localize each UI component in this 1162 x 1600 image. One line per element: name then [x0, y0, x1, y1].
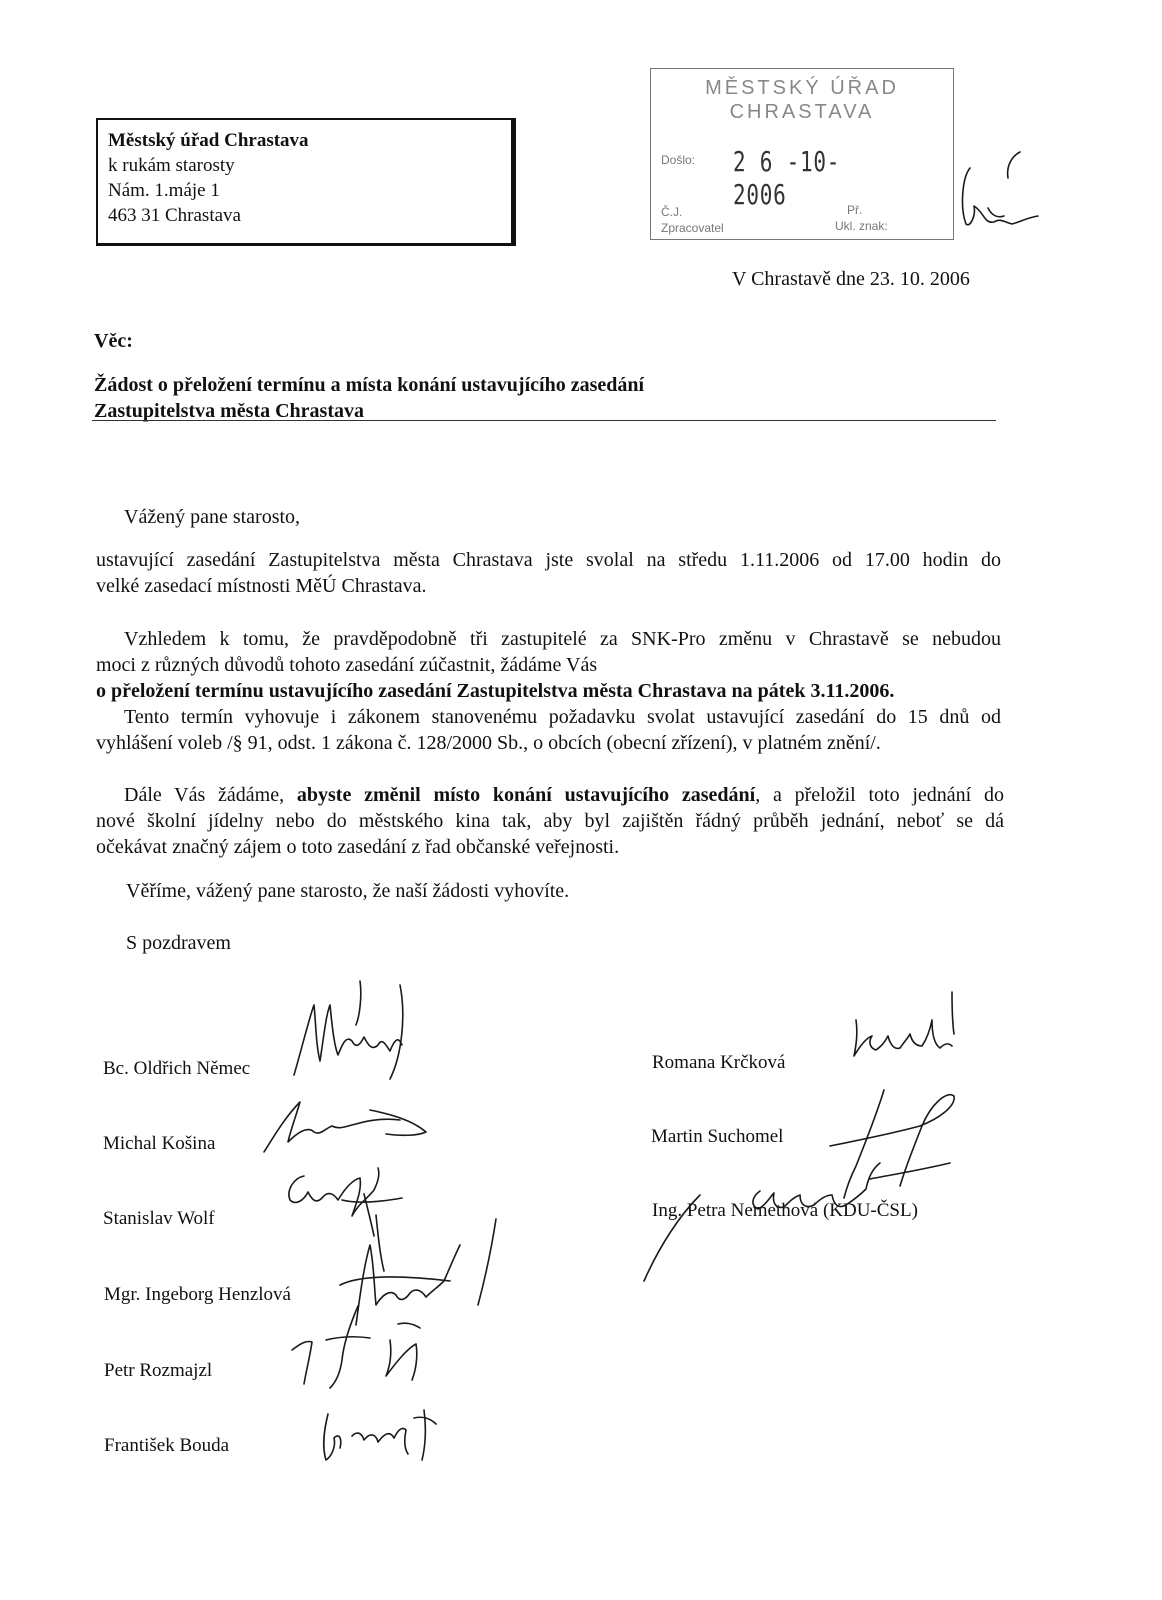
signatory-right-3: Ing. Petra Nemethová (KDU-ČSL) — [652, 1200, 918, 1221]
subject-label: Věc: — [94, 330, 133, 352]
stamp-processor-label: Zpracovatel — [661, 221, 724, 235]
stamp-filing-label: Ukl. znak: — [835, 219, 888, 233]
signatory-right-2: Martin Suchomel — [651, 1126, 784, 1147]
signatory-right-1: Romana Krčková — [652, 1052, 786, 1073]
signatory-left-4: Mgr. Ingeborg Henzlová — [104, 1284, 291, 1305]
subject — [94, 372, 994, 424]
signature-krckova — [848, 990, 968, 1060]
closing-sentence: Věříme, vážený pane starosto, že naší žádosti vyhovíte. — [126, 880, 570, 902]
para3-prefix: Dále Vás žádáme, — [124, 784, 297, 806]
subject-underline — [92, 420, 996, 421]
recipient-name: Městský úřad Chrastava — [108, 130, 309, 151]
para2-line1: Vzhledem k tomu, že pravděpodobně tři zastupitelé za SNK-Pro změnu v Chrastavě se nebudou — [124, 628, 1001, 650]
para1-line2: velké zasedací místnosti MěÚ Chrastava. — [96, 575, 427, 597]
paragraph-meeting-info — [96, 547, 1001, 599]
stamp-office-line2: CHRASTAVA — [729, 101, 875, 123]
para3-suffix: , a přeložil toto jednání do — [755, 784, 1005, 806]
salutation: Vážený pane starosto, — [124, 506, 301, 528]
para2-line2: moci z různých důvodů tohoto zasedání zúčastnit, žádáme Vás — [96, 654, 598, 676]
para3-line2: nové školní jídelny nebo do městského kina tak, aby byl zajištěn řádný průběh jednání, neboť se dá — [96, 810, 1004, 832]
signatory-left-3: Stanislav Wolf — [103, 1208, 215, 1229]
stamp-ref-label: Č.J. — [661, 205, 683, 219]
stamp-office-line1: MĚSTSKÝ ÚŘAD — [705, 77, 899, 99]
para2-line3-bold: o přeložení termínu ustavujícího zasedání Zastupitelstva města Chrastava na pátek 3.11.2006. — [96, 680, 895, 702]
stamp-received-date: 2 6 -10- 2006 — [733, 145, 841, 211]
para3-line3: očekávat značný zájem o toto zasedání z řad občanské veřejnosti. — [96, 836, 620, 858]
subject-line-1: Žádost o přeložení termínu a místa konání ustavujícího zasedání — [94, 374, 645, 396]
place-and-date: V Chrastavě dne 23. 10. 2006 — [732, 268, 970, 290]
signatory-left-5: Petr Rozmajzl — [104, 1360, 213, 1381]
recipient-city: 463 31 Chrastava — [108, 205, 241, 226]
stamp-received-label: Došlo: — [661, 153, 696, 167]
signature-nemec — [290, 975, 420, 1085]
paragraph-reschedule-request — [96, 626, 1001, 756]
para2-line4: Tento termín vyhovuje i zákonem stanovenému požadavku svolat ustavující zasedání do 15 dnů od — [124, 706, 1001, 728]
signatory-left-6: František Bouda — [104, 1435, 230, 1456]
para2-line5: vyhlášení voleb /§ 91, odst. 1 zákona č. 128/2000 Sb., o obcích (obecní zřízení), v platném znění/. — [96, 732, 881, 754]
signature-nemethova — [640, 1155, 970, 1285]
stamp-initials-signature — [954, 148, 1054, 244]
closing-greeting: S pozdravem — [126, 932, 231, 954]
signature-kosina — [260, 1096, 440, 1156]
recipient-attention: k rukám starosty — [108, 155, 235, 176]
recipient-address-box — [96, 118, 516, 246]
signature-bouda — [318, 1400, 458, 1470]
paragraph-venue-request — [96, 782, 1005, 860]
stamp-attachments-label: Př. — [847, 203, 863, 217]
para3-bold: abyste změnil místo konání ustavujícího zasedání — [296, 784, 756, 806]
signatory-left-2: Michal Košina — [103, 1133, 216, 1154]
signature-rozmajzl — [286, 1300, 446, 1390]
subject-line-2: Zastupitelstva města Chrastava — [94, 400, 364, 422]
para3-line1 — [124, 782, 1004, 808]
signatory-left-1: Bc. Oldřich Němec — [103, 1058, 251, 1079]
registry-stamp — [650, 68, 954, 240]
para1-line1: ustavující zasedání Zastupitelstva města Chrastava jste svolal na středu 1.11.2006 od 17.00 hodin do — [96, 549, 1001, 571]
recipient-street: Nám. 1.máje 1 — [108, 180, 220, 201]
